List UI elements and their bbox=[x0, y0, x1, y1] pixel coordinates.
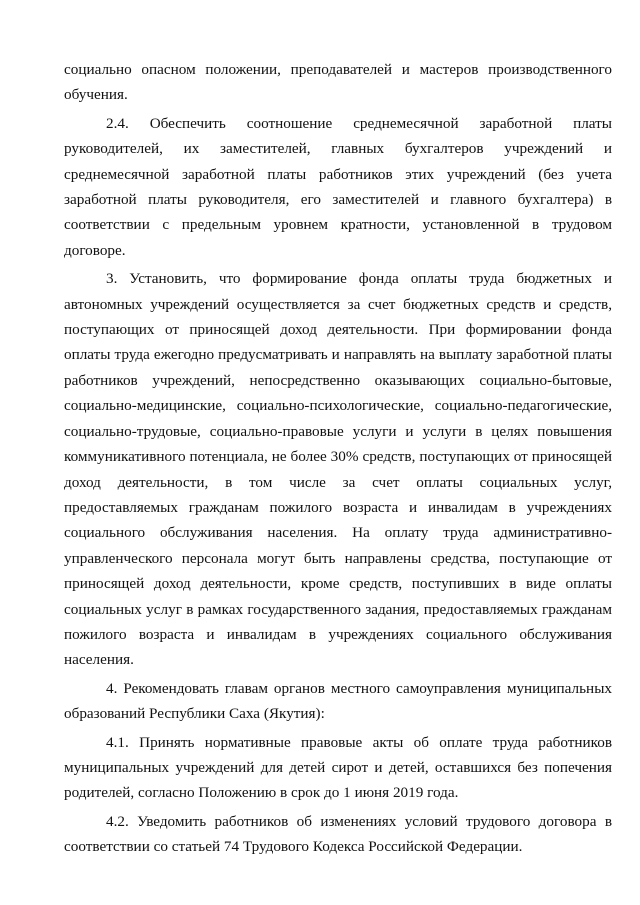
paragraph-4-2: 4.2. Уведомить работников об изменениях условий трудового договора в соответствии со статьей 74 Трудового Кодекса Российской Федерации. bbox=[64, 812, 612, 856]
paragraph-continuation: социально опасном положении, преподавателей и мастеров производственного обучения. bbox=[64, 61, 612, 104]
paragraph-2-4: 2.4. Обеспечить соотношение среднемесячной заработной платы руководителей, их заместителей, главных бухгалтеров учреждений и среднемесячной заработной платы работников этих учреждений (без учета заработной платы руководителя, его заместителей и главного бухгалтера) в соответствии с предельным уровнем кратности, установленной в трудовом договоре. bbox=[64, 114, 612, 259]
paragraph-4: 4. Рекомендовать главам органов местного самоуправления муниципальных образований Республики Саха (Якутия): bbox=[64, 679, 612, 723]
paragraph-3: 3. Установить, что формирование фонда оплаты труда бюджетных и автономных учреждений осуществляется за счет бюджетных средств и средств, поступающих от приносящей доход деятельности. При формировании фонда оплаты труда ежегодно предусматривать и направлять на выплату заработной платы работников учреждений, непосредственно оказывающих социально-бытовые, социально-медицинские, социально-психологические, социально-педагогические, социально-трудовые, социально-правовые услуги и услуги в целях повышения коммуникативного потенциала, не более 30% средств, поступающих от приносящей доход деятельности, в том числе за счет оплаты социальных услуг, предоставляемых гражданам пожилого возраста и инвалидам в учреждениях социального обслуживания населения. На оплату труда административно-управленческого персонала могут быть направлены средства, поступающие от приносящей доход деятельности, кроме средств, поступивших в виде оплаты социальных услуг в рамках государственного задания, предоставляемых гражданам пожилого возраста и инвалидам в учреждениях социального обслуживания населения. bbox=[64, 270, 612, 669]
paragraph-4-1: 4.1. Принять нормативные правовые акты об оплате труда работников муниципальных учреждений для детей сирот и детей, оставшихся без попечения родителей, согласно Положению в срок до 1 июня 2019 года. bbox=[64, 733, 612, 802]
document-page bbox=[64, 57, 612, 860]
